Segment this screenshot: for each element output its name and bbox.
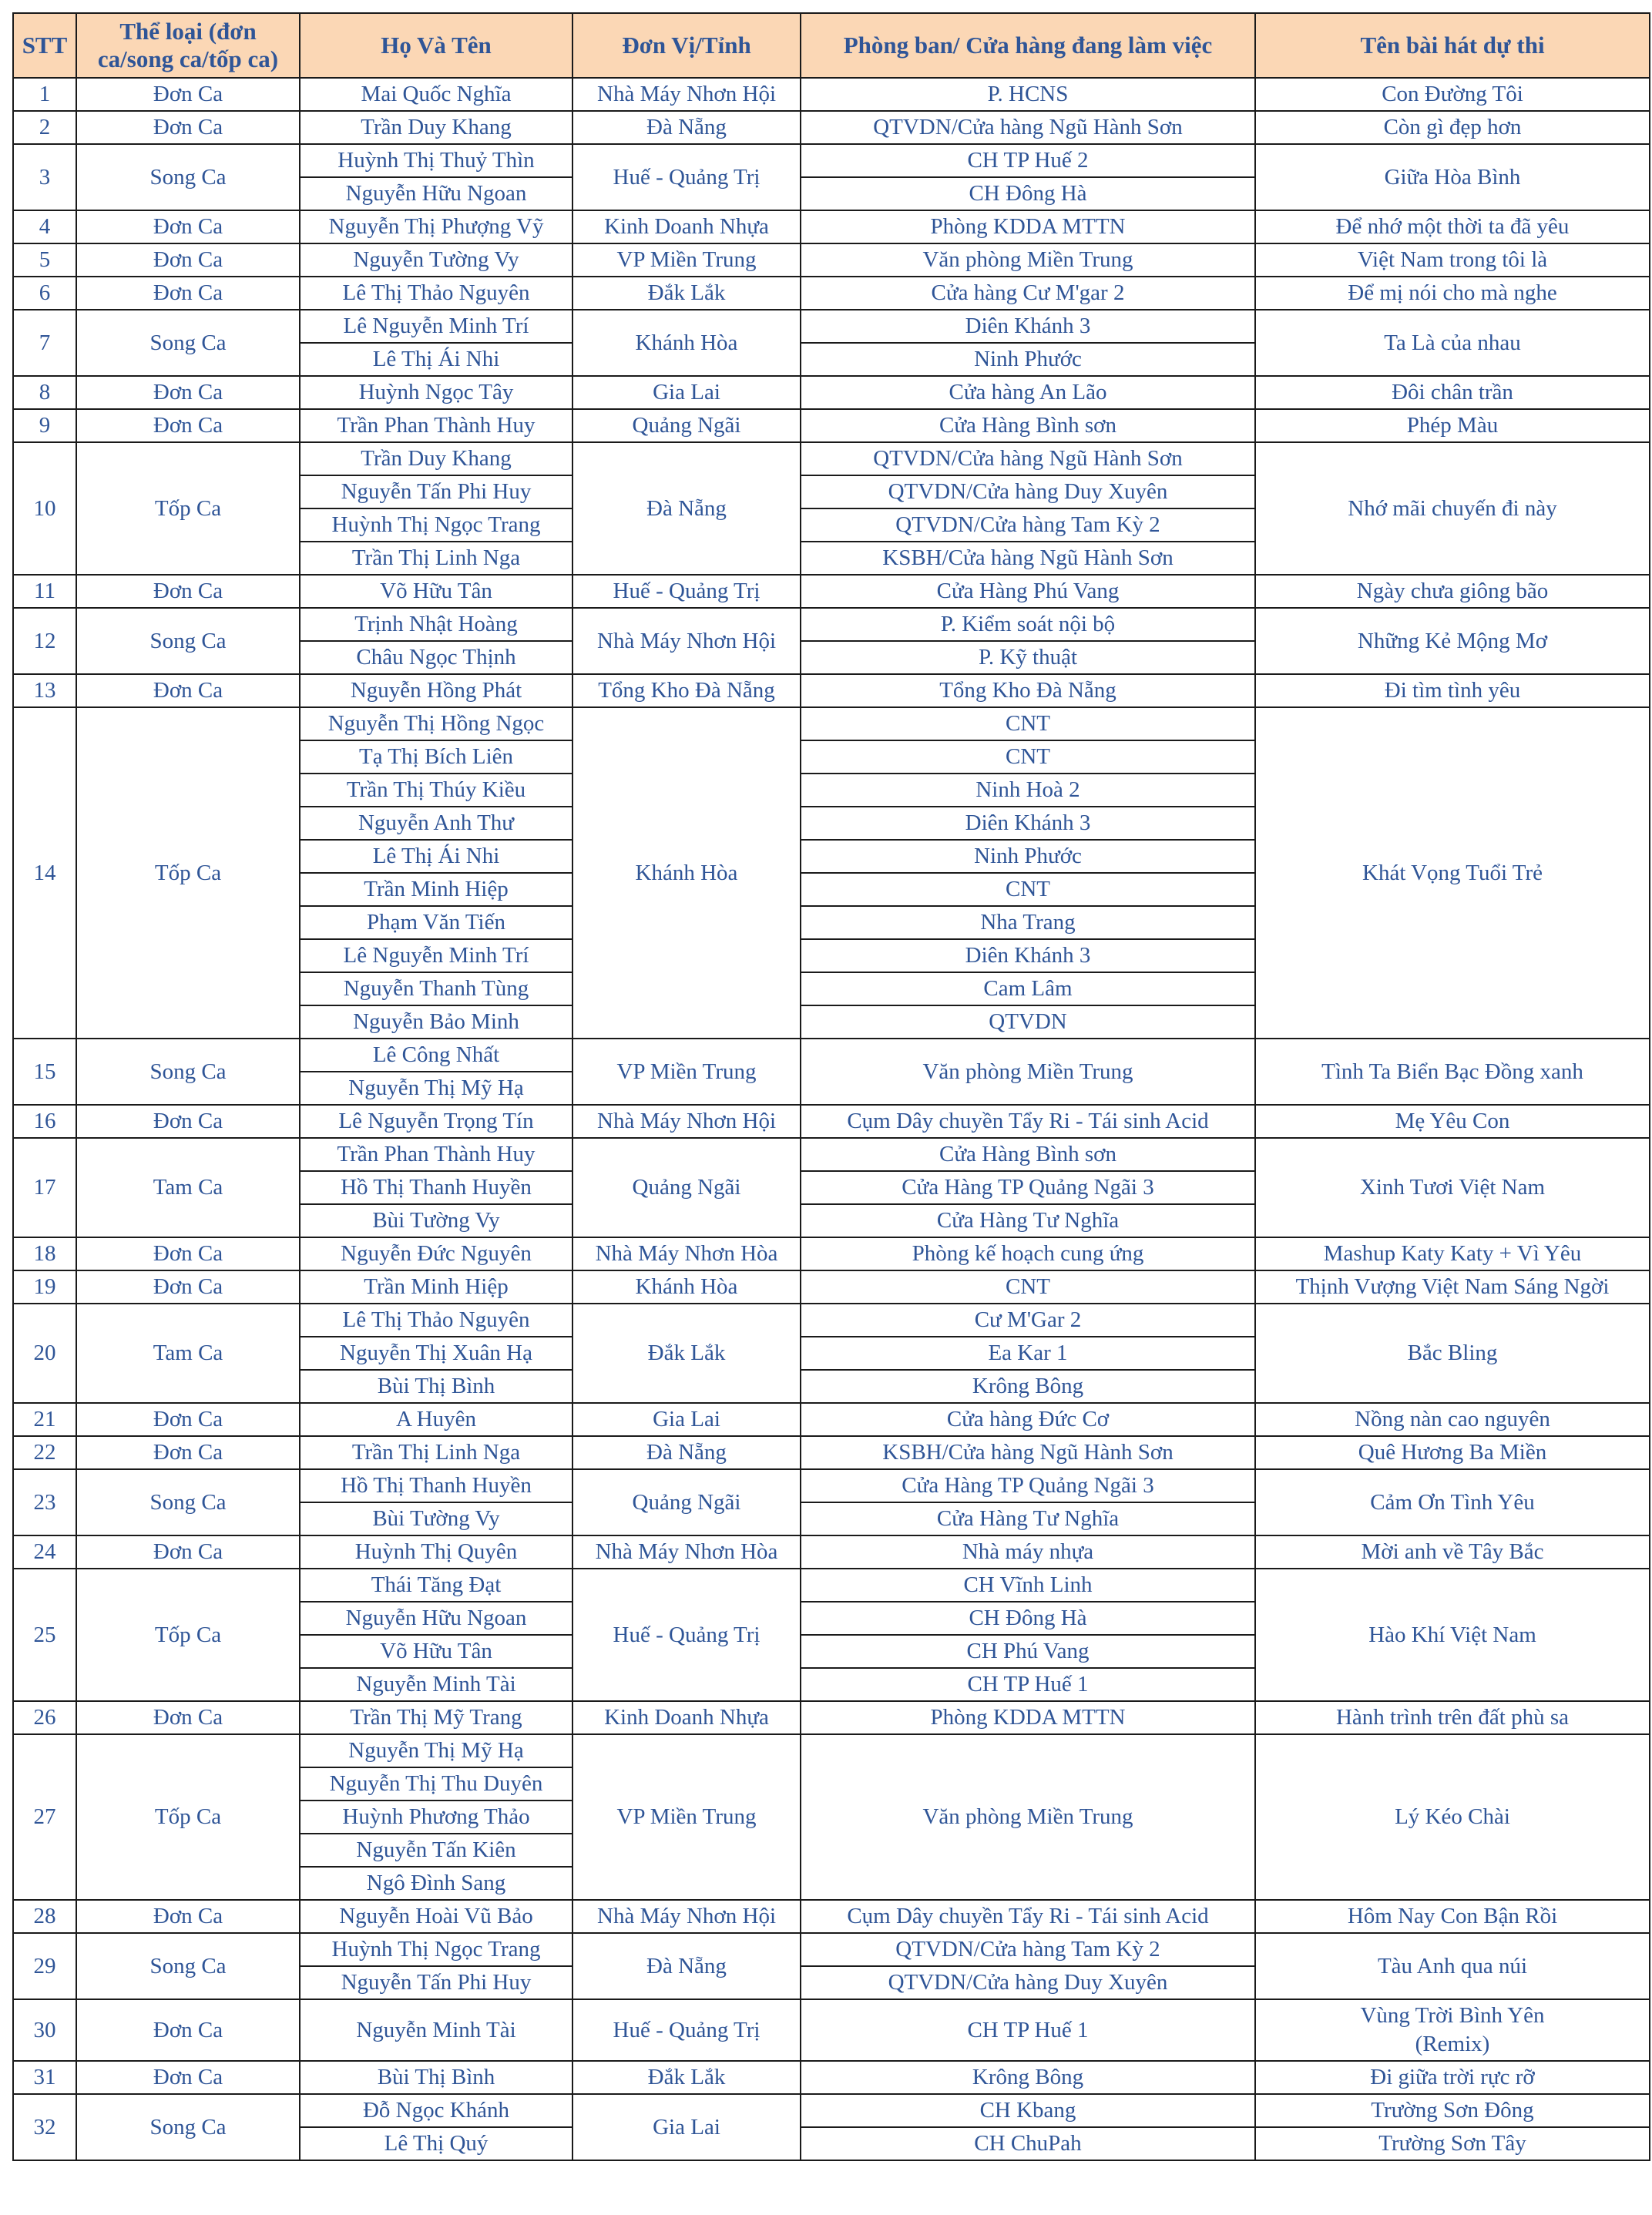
cell-stt: 11 bbox=[13, 575, 76, 608]
cell-dept: QTVDN/Cửa hàng Tam Kỳ 2 bbox=[801, 508, 1255, 542]
cell-name: Trần Duy Khang bbox=[300, 442, 572, 475]
cell-type: Đơn Ca bbox=[76, 575, 300, 608]
header-row bbox=[13, 13, 1650, 78]
cell-song: Xinh Tươi Việt Nam bbox=[1255, 1138, 1650, 1237]
cell-type: Đơn Ca bbox=[76, 1535, 300, 1569]
cell-unit: Quảng Ngãi bbox=[572, 1469, 801, 1535]
cell-dept: CNT bbox=[801, 1270, 1255, 1304]
table-row bbox=[13, 243, 1650, 277]
cell-unit: Huế - Quảng Trị bbox=[572, 1569, 801, 1701]
cell-name: Lê Thị Thảo Nguyên bbox=[300, 277, 572, 310]
table-row bbox=[13, 1900, 1650, 1933]
cell-type: Đơn Ca bbox=[76, 1900, 300, 1933]
header-stt: STT bbox=[13, 13, 76, 78]
cell-dept: Ea Kar 1 bbox=[801, 1337, 1255, 1370]
cell-name: Bùi Thị Bình bbox=[300, 1370, 572, 1403]
cell-name: Trần Phan Thành Huy bbox=[300, 1138, 572, 1171]
table-row bbox=[13, 1535, 1650, 1569]
cell-dept: Cư M'Gar 2 bbox=[801, 1304, 1255, 1337]
cell-dept: Cửa Hàng TP Quảng Ngãi 3 bbox=[801, 1171, 1255, 1204]
cell-stt: 6 bbox=[13, 277, 76, 310]
cell-unit: Đà Nẵng bbox=[572, 1436, 801, 1469]
cell-type: Đơn Ca bbox=[76, 409, 300, 442]
table-row bbox=[13, 210, 1650, 243]
cell-song: Con Đường Tôi bbox=[1255, 78, 1650, 111]
cell-name: Trần Thị Mỹ Trang bbox=[300, 1701, 572, 1734]
cell-song bbox=[1255, 1999, 1650, 2061]
cell-type: Đơn Ca bbox=[76, 210, 300, 243]
cell-dept: Ninh Hoà 2 bbox=[801, 774, 1255, 807]
cell-song: Nhớ mãi chuyến đi này bbox=[1255, 442, 1650, 575]
cell-unit: Đà Nẵng bbox=[572, 1933, 801, 1999]
cell-type: Song Ca bbox=[76, 1039, 300, 1105]
table-row bbox=[13, 2094, 1650, 2127]
cell-name: A Huyên bbox=[300, 1403, 572, 1436]
cell-unit: Kinh Doanh Nhựa bbox=[572, 210, 801, 243]
cell-dept: CH Phú Vang bbox=[801, 1635, 1255, 1668]
cell-dept: Văn phòng Miền Trung bbox=[801, 243, 1255, 277]
cell-dept: Cửa Hàng TP Quảng Ngãi 3 bbox=[801, 1469, 1255, 1502]
cell-unit: VP Miền Trung bbox=[572, 1734, 801, 1900]
cell-name: Trần Phan Thành Huy bbox=[300, 409, 572, 442]
cell-stt: 32 bbox=[13, 2094, 76, 2160]
cell-type: Tốp Ca bbox=[76, 707, 300, 1039]
cell-dept: Ninh Phước bbox=[801, 343, 1255, 376]
cell-stt: 10 bbox=[13, 442, 76, 575]
cell-name: Nguyễn Hồng Phát bbox=[300, 674, 572, 707]
cell-type: Đơn Ca bbox=[76, 243, 300, 277]
cell-song: Trường Sơn Đông bbox=[1255, 2094, 1650, 2127]
cell-unit: Đắk Lắk bbox=[572, 2061, 801, 2094]
cell-name: Nguyễn Hoài Vũ Bảo bbox=[300, 1900, 572, 1933]
table-row bbox=[13, 1734, 1650, 1767]
cell-dept: Cụm Dây chuyền Tẩy Ri - Tái sinh Acid bbox=[801, 1105, 1255, 1138]
cell-dept: Phòng KDDA MTTN bbox=[801, 1701, 1255, 1734]
cell-stt: 9 bbox=[13, 409, 76, 442]
cell-name: Trần Minh Hiệp bbox=[300, 1270, 572, 1304]
cell-name: Võ Hữu Tân bbox=[300, 575, 572, 608]
cell-name: Võ Hữu Tân bbox=[300, 1635, 572, 1668]
table-row bbox=[13, 376, 1650, 409]
cell-song: Hành trình trên đất phù sa bbox=[1255, 1701, 1650, 1734]
table-row bbox=[13, 1138, 1650, 1171]
cell-name: Lê Nguyễn Trọng Tín bbox=[300, 1105, 572, 1138]
cell-dept: Ninh Phước bbox=[801, 840, 1255, 873]
cell-dept: Nhà máy nhựa bbox=[801, 1535, 1255, 1569]
cell-stt: 14 bbox=[13, 707, 76, 1039]
cell-name: Nguyễn Bảo Minh bbox=[300, 1005, 572, 1039]
cell-name: Hồ Thị Thanh Huyền bbox=[300, 1469, 572, 1502]
cell-type: Đơn Ca bbox=[76, 1403, 300, 1436]
cell-stt: 4 bbox=[13, 210, 76, 243]
cell-song: Để nhớ một thời ta đã yêu bbox=[1255, 210, 1650, 243]
cell-type: Song Ca bbox=[76, 2094, 300, 2160]
cell-song: Trường Sơn Tây bbox=[1255, 2127, 1650, 2160]
cell-type: Đơn Ca bbox=[76, 277, 300, 310]
cell-dept: Văn phòng Miền Trung bbox=[801, 1734, 1255, 1900]
cell-unit: Kinh Doanh Nhựa bbox=[572, 1701, 801, 1734]
cell-stt: 18 bbox=[13, 1237, 76, 1270]
table-row bbox=[13, 1701, 1650, 1734]
song-line: (Remix) bbox=[1415, 2032, 1490, 2056]
cell-unit: Quảng Ngãi bbox=[572, 409, 801, 442]
table-row bbox=[13, 674, 1650, 707]
cell-dept: KSBH/Cửa hàng Ngũ Hành Sơn bbox=[801, 1436, 1255, 1469]
cell-song: Cảm Ơn Tình Yêu bbox=[1255, 1469, 1650, 1535]
song-line: Vùng Trời Bình Yên bbox=[1360, 2003, 1545, 2028]
cell-name: Huỳnh Thị Ngọc Trang bbox=[300, 1933, 572, 1966]
cell-name: Nguyễn Hữu Ngoan bbox=[300, 177, 572, 210]
cell-dept: CNT bbox=[801, 707, 1255, 740]
cell-unit: Đà Nẵng bbox=[572, 442, 801, 575]
cell-type: Song Ca bbox=[76, 310, 300, 376]
table-row bbox=[13, 1039, 1650, 1072]
cell-dept: Tổng Kho Đà Nẵng bbox=[801, 674, 1255, 707]
table-row bbox=[13, 1999, 1650, 2061]
cell-name: Trần Minh Hiệp bbox=[300, 873, 572, 906]
cell-stt: 22 bbox=[13, 1436, 76, 1469]
cell-unit: Gia Lai bbox=[572, 1403, 801, 1436]
cell-song: Phép Màu bbox=[1255, 409, 1650, 442]
cell-dept: Cửa hàng Đức Cơ bbox=[801, 1403, 1255, 1436]
cell-type: Tốp Ca bbox=[76, 1569, 300, 1701]
cell-stt: 19 bbox=[13, 1270, 76, 1304]
cell-name: Nguyễn Tấn Phi Huy bbox=[300, 1966, 572, 1999]
cell-name: Nguyễn Tấn Phi Huy bbox=[300, 475, 572, 508]
table-row bbox=[13, 1436, 1650, 1469]
cell-type: Tam Ca bbox=[76, 1138, 300, 1237]
cell-song: Lý Kéo Chài bbox=[1255, 1734, 1650, 1900]
cell-song: Tàu Anh qua núi bbox=[1255, 1933, 1650, 1999]
cell-song: Bắc Bling bbox=[1255, 1304, 1650, 1403]
cell-stt: 28 bbox=[13, 1900, 76, 1933]
table-row bbox=[13, 1304, 1650, 1337]
table-row bbox=[13, 575, 1650, 608]
cell-stt: 23 bbox=[13, 1469, 76, 1535]
table-row bbox=[13, 1270, 1650, 1304]
table-row bbox=[13, 409, 1650, 442]
cell-name: Lê Thị Thảo Nguyên bbox=[300, 1304, 572, 1337]
cell-song: Ta Là của nhau bbox=[1255, 310, 1650, 376]
cell-song: Đi giữa trời rực rỡ bbox=[1255, 2061, 1650, 2094]
cell-unit: Quảng Ngãi bbox=[572, 1138, 801, 1237]
cell-dept: CH TP Huế 2 bbox=[801, 144, 1255, 177]
cell-stt: 31 bbox=[13, 2061, 76, 2094]
cell-name: Nguyễn Tường Vy bbox=[300, 243, 572, 277]
cell-name: Đỗ Ngọc Khánh bbox=[300, 2094, 572, 2127]
cell-dept: QTVDN/Cửa hàng Duy Xuyên bbox=[801, 475, 1255, 508]
cell-dept: Krông Bông bbox=[801, 2061, 1255, 2094]
cell-type: Đơn Ca bbox=[76, 78, 300, 111]
cell-stt: 8 bbox=[13, 376, 76, 409]
cell-stt: 30 bbox=[13, 1999, 76, 2061]
cell-unit: Đà Nẵng bbox=[572, 111, 801, 144]
cell-stt: 16 bbox=[13, 1105, 76, 1138]
cell-dept: P. Kiểm soát nội bộ bbox=[801, 608, 1255, 641]
cell-name: Nguyễn Thị Xuân Hạ bbox=[300, 1337, 572, 1370]
cell-unit: VP Miền Trung bbox=[572, 1039, 801, 1105]
cell-unit: Khánh Hòa bbox=[572, 707, 801, 1039]
cell-name: Trần Thị Linh Nga bbox=[300, 542, 572, 575]
cell-stt: 26 bbox=[13, 1701, 76, 1734]
cell-type: Đơn Ca bbox=[76, 1999, 300, 2061]
table-row bbox=[13, 277, 1650, 310]
cell-dept: QTVDN/Cửa hàng Tam Kỳ 2 bbox=[801, 1933, 1255, 1966]
header-name: Họ Và Tên bbox=[300, 13, 572, 78]
cell-type: Đơn Ca bbox=[76, 1270, 300, 1304]
cell-type: Tam Ca bbox=[76, 1304, 300, 1403]
table-row bbox=[13, 1569, 1650, 1602]
cell-song: Đôi chân trần bbox=[1255, 376, 1650, 409]
table-row bbox=[13, 707, 1650, 740]
cell-type: Đơn Ca bbox=[76, 376, 300, 409]
cell-name: Phạm Văn Tiến bbox=[300, 906, 572, 939]
cell-dept: CH ChuPah bbox=[801, 2127, 1255, 2160]
cell-dept: CH Đông Hà bbox=[801, 177, 1255, 210]
table-row bbox=[13, 111, 1650, 144]
cell-unit: Khánh Hòa bbox=[572, 310, 801, 376]
cell-dept: CH Vĩnh Linh bbox=[801, 1569, 1255, 1602]
cell-dept: Krông Bông bbox=[801, 1370, 1255, 1403]
table-row bbox=[13, 1469, 1650, 1502]
cell-stt: 20 bbox=[13, 1304, 76, 1403]
cell-song: Việt Nam trong tôi là bbox=[1255, 243, 1650, 277]
cell-dept: Diên Khánh 3 bbox=[801, 939, 1255, 972]
cell-type: Đơn Ca bbox=[76, 1701, 300, 1734]
cell-dept: Cửa hàng Cư M'gar 2 bbox=[801, 277, 1255, 310]
cell-unit: Nhà Máy Nhơn Hội bbox=[572, 78, 801, 111]
cell-song: Thịnh Vượng Việt Nam Sáng Ngời bbox=[1255, 1270, 1650, 1304]
cell-type: Song Ca bbox=[76, 1469, 300, 1535]
cell-name: Lê Thị Ái Nhi bbox=[300, 840, 572, 873]
cell-name: Lê Nguyễn Minh Trí bbox=[300, 939, 572, 972]
cell-name: Bùi Tường Vy bbox=[300, 1204, 572, 1237]
cell-unit: Khánh Hòa bbox=[572, 1270, 801, 1304]
cell-stt: 17 bbox=[13, 1138, 76, 1237]
cell-dept: P. HCNS bbox=[801, 78, 1255, 111]
cell-name: Lê Nguyễn Minh Trí bbox=[300, 310, 572, 343]
cell-name: Trịnh Nhật Hoàng bbox=[300, 608, 572, 641]
cell-song: Mashup Katy Katy + Vì Yêu bbox=[1255, 1237, 1650, 1270]
cell-type: Đơn Ca bbox=[76, 1105, 300, 1138]
cell-name: Huỳnh Thị Thuỷ Thìn bbox=[300, 144, 572, 177]
cell-name: Nguyễn Đức Nguyên bbox=[300, 1237, 572, 1270]
cell-unit: Nhà Máy Nhơn Hòa bbox=[572, 1237, 801, 1270]
cell-dept: CH TP Huế 1 bbox=[801, 1668, 1255, 1701]
cell-stt: 7 bbox=[13, 310, 76, 376]
table-row bbox=[13, 442, 1650, 475]
table-row bbox=[13, 608, 1650, 641]
cell-dept: QTVDN/Cửa hàng Ngũ Hành Sơn bbox=[801, 442, 1255, 475]
cell-stt: 1 bbox=[13, 78, 76, 111]
cell-name: Hồ Thị Thanh Huyền bbox=[300, 1171, 572, 1204]
cell-name: Tạ Thị Bích Liên bbox=[300, 740, 572, 774]
cell-name: Huỳnh Thị Quyên bbox=[300, 1535, 572, 1569]
cell-name: Nguyễn Minh Tài bbox=[300, 1999, 572, 2061]
cell-song: Giữa Hòa Bình bbox=[1255, 144, 1650, 210]
cell-name: Nguyễn Thị Mỹ Hạ bbox=[300, 1734, 572, 1767]
cell-dept: Cửa Hàng Bình sơn bbox=[801, 409, 1255, 442]
cell-name: Bùi Thị Bình bbox=[300, 2061, 572, 2094]
cell-name: Nguyễn Thị Mỹ Hạ bbox=[300, 1072, 572, 1105]
cell-name: Lê Công Nhất bbox=[300, 1039, 572, 1072]
cell-name: Nguyễn Hữu Ngoan bbox=[300, 1602, 572, 1635]
cell-dept: QTVDN/Cửa hàng Duy Xuyên bbox=[801, 1966, 1255, 1999]
cell-unit: Gia Lai bbox=[572, 2094, 801, 2160]
cell-name: Huỳnh Phương Thảo bbox=[300, 1801, 572, 1834]
cell-song: Ngày chưa giông bão bbox=[1255, 575, 1650, 608]
table-row bbox=[13, 1237, 1650, 1270]
cell-stt: 12 bbox=[13, 608, 76, 674]
cell-type: Tốp Ca bbox=[76, 442, 300, 575]
cell-stt: 15 bbox=[13, 1039, 76, 1105]
cell-song: Mẹ Yêu Con bbox=[1255, 1105, 1650, 1138]
cell-unit: Tổng Kho Đà Nẵng bbox=[572, 674, 801, 707]
cell-name: Nguyễn Thị Phượng Vỹ bbox=[300, 210, 572, 243]
cell-dept: CNT bbox=[801, 740, 1255, 774]
cell-name: Thái Tăng Đạt bbox=[300, 1569, 572, 1602]
table-row bbox=[13, 78, 1650, 111]
header-song: Tên bài hát dự thi bbox=[1255, 13, 1650, 78]
cell-name: Huỳnh Thị Ngọc Trang bbox=[300, 508, 572, 542]
cell-unit: Huế - Quảng Trị bbox=[572, 1999, 801, 2061]
cell-name: Nguyễn Anh Thư bbox=[300, 807, 572, 840]
cell-unit: Huế - Quảng Trị bbox=[572, 575, 801, 608]
cell-unit: Nhà Máy Nhơn Hội bbox=[572, 608, 801, 674]
cell-name: Lê Thị Ái Nhi bbox=[300, 343, 572, 376]
table-row bbox=[13, 144, 1650, 177]
cell-unit: Nhà Máy Nhơn Hòa bbox=[572, 1535, 801, 1569]
cell-song: Quê Hương Ba Miền bbox=[1255, 1436, 1650, 1469]
cell-dept: CH Kbang bbox=[801, 2094, 1255, 2127]
cell-name: Trần Thị Thúy Kiều bbox=[300, 774, 572, 807]
table-row bbox=[13, 1105, 1650, 1138]
cell-stt: 21 bbox=[13, 1403, 76, 1436]
cell-stt: 2 bbox=[13, 111, 76, 144]
cell-type: Song Ca bbox=[76, 608, 300, 674]
cell-dept: Cửa Hàng Phú Vang bbox=[801, 575, 1255, 608]
cell-unit: Huế - Quảng Trị bbox=[572, 144, 801, 210]
cell-song: Tình Ta Biển Bạc Đồng xanh bbox=[1255, 1039, 1650, 1105]
cell-stt: 25 bbox=[13, 1569, 76, 1701]
cell-stt: 24 bbox=[13, 1535, 76, 1569]
cell-unit: Đắk Lắk bbox=[572, 277, 801, 310]
cell-unit: Nhà Máy Nhơn Hội bbox=[572, 1105, 801, 1138]
table-row bbox=[13, 1933, 1650, 1966]
cell-unit: Nhà Máy Nhơn Hội bbox=[572, 1900, 801, 1933]
cell-unit: VP Miền Trung bbox=[572, 243, 801, 277]
cell-name: Châu Ngọc Thịnh bbox=[300, 641, 572, 674]
cell-dept: Phòng KDDA MTTN bbox=[801, 210, 1255, 243]
header-unit: Đơn Vị/Tỉnh bbox=[572, 13, 801, 78]
cell-type: Đơn Ca bbox=[76, 1436, 300, 1469]
cell-name: Nguyễn Tấn Kiên bbox=[300, 1834, 572, 1867]
cell-stt: 3 bbox=[13, 144, 76, 210]
cell-unit: Đắk Lắk bbox=[572, 1304, 801, 1403]
cell-dept: Diên Khánh 3 bbox=[801, 310, 1255, 343]
cell-stt: 27 bbox=[13, 1734, 76, 1900]
cell-song: Hôm Nay Con Bận Rồi bbox=[1255, 1900, 1650, 1933]
cell-song: Những Kẻ Mộng Mơ bbox=[1255, 608, 1650, 674]
header-type: Thể loại (đơn ca/song ca/tốp ca) bbox=[76, 13, 300, 78]
cell-name: Trần Thị Linh Nga bbox=[300, 1436, 572, 1469]
cell-stt: 5 bbox=[13, 243, 76, 277]
cell-dept: Phòng kế hoạch cung ứng bbox=[801, 1237, 1255, 1270]
cell-type: Đơn Ca bbox=[76, 674, 300, 707]
cell-song: Đi tìm tình yêu bbox=[1255, 674, 1650, 707]
cell-name: Trần Duy Khang bbox=[300, 111, 572, 144]
cell-type: Song Ca bbox=[76, 144, 300, 210]
table-body bbox=[13, 78, 1650, 2160]
cell-dept: Cửa hàng An Lão bbox=[801, 376, 1255, 409]
cell-name: Nguyễn Thị Thu Duyên bbox=[300, 1767, 572, 1801]
cell-dept: CH Đông Hà bbox=[801, 1602, 1255, 1635]
table-row bbox=[13, 310, 1650, 343]
cell-dept: Cửa Hàng Tư Nghĩa bbox=[801, 1502, 1255, 1535]
cell-unit: Gia Lai bbox=[572, 376, 801, 409]
contest-entries-table bbox=[12, 12, 1650, 2161]
cell-type: Tốp Ca bbox=[76, 1734, 300, 1900]
cell-dept: Cam Lâm bbox=[801, 972, 1255, 1005]
cell-name: Bùi Tường Vy bbox=[300, 1502, 572, 1535]
table-row bbox=[13, 2061, 1650, 2094]
table-row bbox=[13, 1403, 1650, 1436]
cell-name: Nguyễn Thanh Tùng bbox=[300, 972, 572, 1005]
cell-dept: Văn phòng Miền Trung bbox=[801, 1039, 1255, 1105]
cell-name: Ngô Đình Sang bbox=[300, 1867, 572, 1900]
cell-song: Để mị nói cho mà nghe bbox=[1255, 277, 1650, 310]
cell-song: Khát Vọng Tuổi Trẻ bbox=[1255, 707, 1650, 1039]
cell-dept: Cụm Dây chuyền Tẩy Ri - Tái sinh Acid bbox=[801, 1900, 1255, 1933]
cell-type: Đơn Ca bbox=[76, 1237, 300, 1270]
cell-dept: QTVDN bbox=[801, 1005, 1255, 1039]
cell-name: Nguyễn Minh Tài bbox=[300, 1668, 572, 1701]
header-dept: Phòng ban/ Cửa hàng đang làm việc bbox=[801, 13, 1255, 78]
cell-song: Còn gì đẹp hơn bbox=[1255, 111, 1650, 144]
cell-dept: Cửa Hàng Tư Nghĩa bbox=[801, 1204, 1255, 1237]
cell-name: Mai Quốc Nghĩa bbox=[300, 78, 572, 111]
cell-name: Nguyễn Thị Hồng Ngọc bbox=[300, 707, 572, 740]
cell-type: Song Ca bbox=[76, 1933, 300, 1999]
cell-type: Đơn Ca bbox=[76, 2061, 300, 2094]
cell-name: Huỳnh Ngọc Tây bbox=[300, 376, 572, 409]
cell-song: Nồng nàn cao nguyên bbox=[1255, 1403, 1650, 1436]
cell-dept: P. Kỹ thuật bbox=[801, 641, 1255, 674]
cell-stt: 29 bbox=[13, 1933, 76, 1999]
cell-type: Đơn Ca bbox=[76, 111, 300, 144]
cell-dept: Cửa Hàng Bình sơn bbox=[801, 1138, 1255, 1171]
cell-dept: CNT bbox=[801, 873, 1255, 906]
cell-dept: Diên Khánh 3 bbox=[801, 807, 1255, 840]
cell-dept: KSBH/Cửa hàng Ngũ Hành Sơn bbox=[801, 542, 1255, 575]
cell-dept: Nha Trang bbox=[801, 906, 1255, 939]
cell-song: Mời anh về Tây Bắc bbox=[1255, 1535, 1650, 1569]
cell-stt: 13 bbox=[13, 674, 76, 707]
cell-dept: QTVDN/Cửa hàng Ngũ Hành Sơn bbox=[801, 111, 1255, 144]
cell-dept: CH TP Huế 1 bbox=[801, 1999, 1255, 2061]
cell-name: Lê Thị Quý bbox=[300, 2127, 572, 2160]
cell-song: Hào Khí Việt Nam bbox=[1255, 1569, 1650, 1701]
